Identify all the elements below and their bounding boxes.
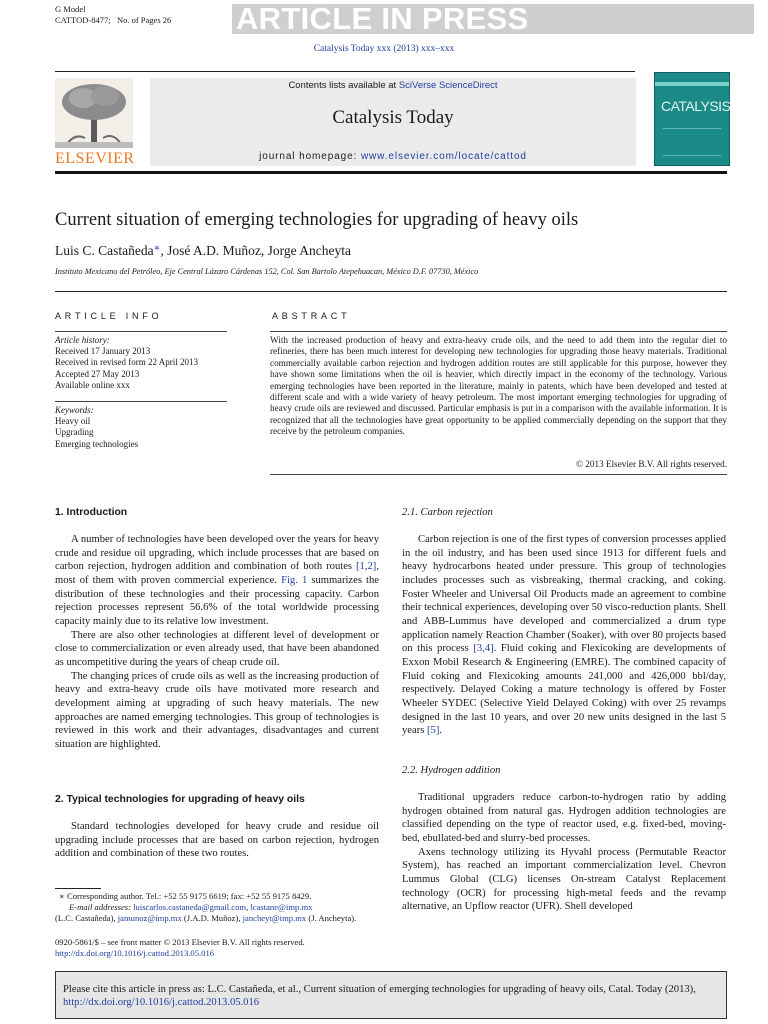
- reference-link[interactable]: [3,4]: [473, 643, 494, 655]
- journal-title: Catalysis Today: [332, 107, 454, 128]
- email-label: E-mail addresses:: [69, 902, 134, 912]
- abstract-text: With the increased production of heavy and extra-heavy crude oils, and the need to add them into the regular diet to refineries, there has been much interest for developing new technologies for upgrading those heavy materials. Traditional commercially available carbon rejection and hydrogen addition routes are still applicable for this purpose, however they have shown some limitations when the oil is heavier, which directly impact in the economy of the technology. Various emerging technologies have been reported in the literature, mainly in patents, which have been developed and tested at different scale and with a wide variety of heavy petroleum. The most important emerging technologies for upgrading of heavy crude oils are reviewed and discussed. Particular emphasis is put in a comparison with the available information. It is recognized that all the technologies have great opportunity to be applied commercially depending on the support that they receive by the petroleum companies.: [270, 335, 727, 437]
- paragraph: Traditional upgraders reduce carbon-to-hydrogen ratio by adding hydrogen obtained from natural gas. Hydrogen addition technologies are classified depending on the type of reactor used, e.g. fixed-bed, moving-bed, ebullated-bed and slurry-bed processes.: [402, 792, 726, 844]
- keywords-rule: [55, 401, 227, 402]
- author-list: [55, 243, 351, 259]
- paragraph: [402, 533, 726, 738]
- section-heading-typical-technologies: 2. Typical technologies for upgrading of heavy oils: [55, 794, 305, 805]
- article-title: Current situation of emerging technologies for upgrading of heavy oils: [55, 210, 579, 230]
- corresponding-author-mark[interactable]: ∗: [153, 243, 161, 254]
- paragraph: The changing prices of crude oils as well as the increasing production of heavy and extra-heavy crude oils have motivated more research and development aiming at upgrading of such heavy materials. The new approaches are named emerging technologies. This group of technologies is reviewed in this work and their advantages, disadvantages and current situation are highlighted.: [55, 670, 379, 750]
- email-link[interactable]: lcastane@imp.mx: [250, 902, 313, 912]
- hydrogen-addition-body: [402, 791, 726, 914]
- footnote-rule: [55, 888, 101, 889]
- journal-cover-image[interactable]: [654, 72, 730, 166]
- contents-prefix: Contents lists available at: [288, 80, 399, 91]
- email-owner: (J.A.D. Muñoz),: [181, 913, 243, 923]
- text-run: , most of them with proven commercial experience.: [55, 561, 379, 586]
- abstract-bottom-rule: [270, 474, 727, 475]
- article-info-rule: [55, 331, 227, 332]
- paragraph: Axens technology utilizing its Hyvahl process (Permutable Reactor System), has reached an important commercialization level. Chevron Lummus Global (CLG) licenses On-stream Catalyst Replacement technology (OCR) for processing high-metal feeds and the revamp alternative, an Upflow reactor (UFR). Shell developed: [402, 846, 726, 913]
- text-run: .: [439, 725, 443, 737]
- email-owner: (J. Ancheyta).: [306, 913, 357, 923]
- citation-sentence: Please cite this article in press as: L.C. Castañeda, et al., Current situation of emerging technologies for upgrading of heavy oils, Catal. Today (2013),: [63, 984, 696, 995]
- abstract-heading: ABSTRACT: [272, 311, 351, 321]
- section-heading-carbon-rejection: 2.1. Carbon rejection: [402, 507, 493, 518]
- keyword-item: Heavy oil: [55, 416, 91, 427]
- section-heading-introduction: 1. Introduction: [55, 507, 128, 518]
- text-run: . Fluid coking and Flexicoking are developments of Exxon Mobil Research & Engineering (EMRE). The combined capacity of Fluid coking and Flexicoking amounts 241,000 and 426,000 bbl/day, respectively. Delayed Coking a mature technology is offered by Foster Wheeler SYDEC (Selective Yield Delayed Coking) with over 25 revamps designed in the last 10 years, and over 20 new units designed in the last 5 years: [402, 643, 726, 737]
- article-id-line: [55, 15, 171, 26]
- keyword-item: Upgrading: [55, 427, 94, 438]
- text-run: summarizes the distribution of these technologies and their processing capacity. Carbon rejection processes represent 56.6% of the total worldwide processing capacity mainly due to its relative low investment.: [55, 574, 380, 627]
- article-info-heading: ARTICLE INFO: [55, 311, 163, 321]
- reference-link[interactable]: [1,2]: [356, 561, 377, 573]
- figure-link[interactable]: Fig. 1: [281, 574, 308, 586]
- journal-homepage-link[interactable]: www.elsevier.com/locate/cattod: [360, 151, 527, 162]
- corresponding-author-note: ∗ Corresponding author. Tel.: +52 55 9175 6619; fax: +52 55 9175 8429.: [59, 891, 312, 901]
- email-link[interactable]: jamunoz@imp.mx: [117, 913, 182, 923]
- keywords-label: Keywords:: [55, 405, 94, 415]
- email-separator: ,: [246, 902, 251, 912]
- keywords: [55, 405, 230, 450]
- affiliation-rule: [55, 291, 727, 292]
- history-accepted: Accepted 27 May 2013: [55, 368, 140, 379]
- paragraph: Standard technologies developed for heavy crude and residue oil upgrading include processes that are based on carbon rejection, hydrogen addition and combination of these two routes.: [55, 821, 379, 860]
- cover-title-text: CATALYSIS: [661, 98, 731, 114]
- article-metadata: [55, 4, 171, 26]
- reference-link[interactable]: [5]: [427, 725, 440, 737]
- email-line: [55, 913, 385, 924]
- footnotes: [55, 891, 385, 924]
- article-in-press-label: ARTICLE IN PRESS: [236, 1, 529, 36]
- contents-available-line: [150, 80, 636, 91]
- header-top-rule: [55, 71, 635, 72]
- email-link[interactable]: luiscarlos.castaneda@gmail.com: [133, 902, 247, 912]
- abstract-copyright: © 2013 Elsevier B.V. All rights reserved.: [576, 459, 727, 469]
- email-owner: (L.C. Castañeda),: [55, 913, 118, 923]
- front-matter: [55, 937, 305, 959]
- abstract-rule: [270, 331, 727, 332]
- article-in-press-banner: [232, 1, 754, 36]
- paragraph: [55, 533, 379, 629]
- cover-band: [655, 82, 729, 86]
- section-heading-hydrogen-addition: 2.2. Hydrogen addition: [402, 765, 501, 776]
- gmodel-label: G Model: [55, 4, 86, 14]
- history-online: Available online xxx: [55, 379, 130, 390]
- introduction-body: [55, 533, 379, 752]
- text-run: Carbon rejection is one of the first types of conversion processes applied in the oil industry, and has been used since 1913 for different fuels and heavy hydrocarbons heated under pressure. This group of technologies includes processes such as visbreaking, thermal cracking, and coking. Foster Wheeler and Universal Oil Products made an agreement to combine their technical experiences, developing over 50 visco-reduction plants. Shell and ABB-Lummus have developed and commercialized a drum type application namely Reaction Chamber (Soaker), with over 80 projects based on this process: [402, 534, 727, 655]
- affiliation: Instituto Mexicano del Petróleo, Eje Central Lázaro Cárdenas 152, Col. San Bartolo Atepehuacan, México D.F. 07730, México: [55, 267, 479, 276]
- email-link[interactable]: jancheyt@imp.mx: [242, 913, 307, 923]
- doi-link[interactable]: http://dx.doi.org/10.1016/j.cattod.2013.05.016: [55, 948, 215, 958]
- paragraph: There are also other technologies at different level of development or close to commercialization or even already used, that have been abandoned as uncompetitive during the years of cheap crude oil.: [55, 629, 379, 668]
- citation-text: [63, 983, 719, 1009]
- elsevier-wordmark: ELSEVIER: [55, 150, 135, 167]
- history-received: Received 17 January 2013: [55, 346, 151, 357]
- article-history: [55, 335, 230, 391]
- text-run: A number of technologies have been developed over the years for heavy crude and residue oil upgrading, which include processes that are based on carbon rejection, hydrogen addition and combination of both routes: [55, 534, 379, 573]
- other-authors: , José A.D. Muñoz, Jorge Ancheyta: [160, 243, 352, 258]
- keyword-item: Emerging technologies: [55, 438, 139, 449]
- citation-doi-link[interactable]: http://dx.doi.org/10.1016/j.cattod.2013.05.016: [63, 997, 260, 1008]
- history-revised: Received in revised form 22 April 2013: [55, 357, 198, 368]
- article-id: CATTOD-8477;: [55, 15, 111, 25]
- header-bottom-rule: [55, 171, 727, 174]
- email-line: [55, 902, 385, 913]
- sciencedirect-link[interactable]: SciVerse ScienceDirect: [398, 80, 498, 91]
- typical-technologies-body: [55, 820, 379, 861]
- author-castaneda[interactable]: Luis C. Castañeda: [55, 243, 154, 258]
- history-label: Article history:: [55, 335, 110, 345]
- page-count: No. of Pages 26: [116, 15, 172, 25]
- journal-reference-link[interactable]: Catalysis Today xxx (2013) xxx–xxx: [313, 44, 455, 54]
- cover-decoration: [663, 128, 721, 156]
- homepage-prefix: journal homepage:: [259, 151, 361, 162]
- carbon-rejection-body: [402, 533, 726, 738]
- issn-line: 0920-5861/$ – see front matter © 2013 Elsevier B.V. All rights reserved.: [55, 937, 305, 947]
- journal-homepage-line: [150, 151, 636, 162]
